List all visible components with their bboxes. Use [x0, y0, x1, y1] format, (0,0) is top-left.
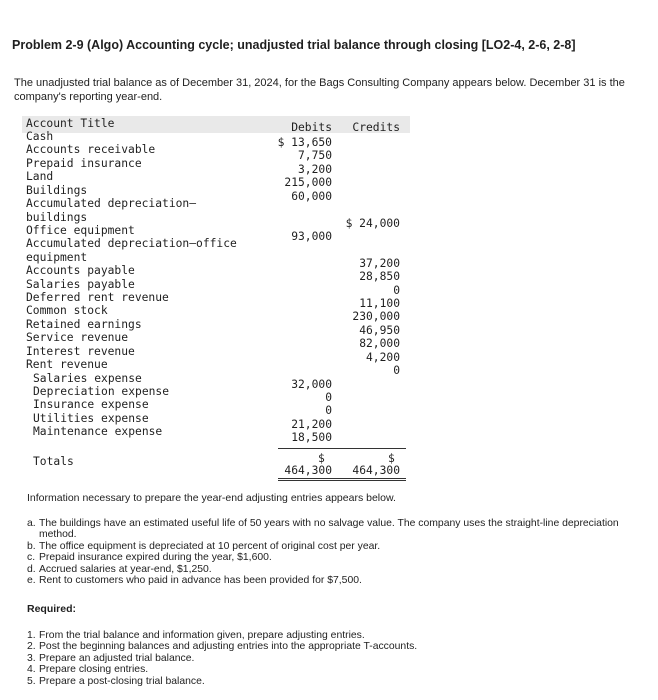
totals-credit-symbol: $: [388, 452, 395, 465]
information-item-label: e.: [27, 575, 36, 587]
required-item-text: Post the beginning balances and adjusting entries into the appropriate T-accounts.: [39, 641, 418, 653]
required-heading: Required:: [27, 603, 77, 615]
problem-title: Problem 2-9 (Algo) Accounting cycle; unadjusted trial balance through closing [LO2-4, 2-6, 2-8]: [12, 38, 576, 52]
information-item-label: d.: [27, 563, 36, 575]
required-item-label: 2.: [27, 641, 36, 653]
required-item-text: Prepare closing entries.: [39, 664, 149, 676]
required-item-label: 4.: [27, 664, 36, 676]
information-item-text: Rent to customers who paid in advance has been provided for $7,500.: [39, 575, 362, 587]
required-item-text: Prepare a post-closing trial balance.: [39, 675, 205, 687]
row-account: Accounts receivable: [26, 143, 156, 157]
row-account: Insurance expense: [33, 398, 149, 412]
totals-label: Totals: [33, 455, 74, 468]
row-credit: 11,100: [359, 297, 400, 311]
row-credit: 82,000: [359, 337, 400, 351]
row-credit: $ 24,000: [345, 216, 400, 230]
row-account: Utilities expense: [33, 411, 149, 425]
row-debit: $ 13,650: [277, 136, 332, 149]
information-item-text: The buildings have an estimated useful life of 50 years with no salvage value. The company uses the straight-line depreciation method.: [39, 518, 619, 541]
row-debit: 93,000: [291, 229, 332, 243]
information-item-label: b.: [27, 540, 36, 552]
row-credit: 28,850: [359, 270, 400, 284]
information-item: [27, 575, 627, 586]
row-debit: 18,500: [291, 431, 332, 445]
row-account: Service revenue: [26, 331, 129, 345]
required-item-label: 5.: [27, 675, 36, 687]
required-item: [27, 676, 627, 687]
row-account: Interest revenue: [26, 344, 135, 358]
row-account: Land: [26, 170, 54, 184]
required-list: [27, 630, 627, 687]
row-debit: 32,000: [291, 377, 332, 391]
row-account: Salaries expense: [33, 371, 142, 385]
totals-double-rule-1: [278, 478, 406, 479]
header-debits: Debits: [291, 121, 332, 134]
row-debit: 0: [325, 390, 332, 404]
row-account: Office equipment: [26, 223, 135, 237]
row-account: Retained earnings: [26, 317, 142, 331]
totals-double-rule-2: [278, 480, 406, 481]
required-item-label: 3.: [27, 652, 36, 664]
totals-debit-symbol: $: [318, 452, 325, 465]
row-account: Accumulated depreciation–office: [26, 237, 237, 251]
required-item: [27, 653, 627, 664]
row-account: Buildings: [26, 183, 88, 197]
required-item: [27, 630, 627, 641]
information-item: [27, 564, 627, 575]
row-account: equipment: [26, 250, 88, 264]
row-debit: 7,750: [297, 149, 332, 163]
row-account: Cash: [26, 130, 54, 143]
required-item-text: From the trial balance and information given, prepare adjusting entries.: [39, 630, 365, 641]
row-debit: 3,200: [297, 162, 332, 176]
row-account: buildings: [26, 210, 88, 224]
required-item-text: Prepare an adjusted trial balance.: [39, 652, 195, 664]
row-debit: 0: [325, 404, 332, 418]
row-credit: 230,000: [352, 310, 400, 324]
row-account: Deferred rent revenue: [26, 291, 169, 305]
information-item-text: The office equipment is depreciated at 10 percent of original cost per year.: [39, 540, 381, 552]
row-account: Depreciation expense: [33, 384, 170, 398]
header-credits: Credits: [352, 121, 400, 134]
information-heading: Information necessary to prepare the year-end adjusting entries appears below.: [27, 492, 396, 504]
required-item-label: 1.: [27, 630, 36, 641]
information-item-label: a.: [27, 518, 36, 529]
row-debit: 21,200: [291, 417, 332, 431]
information-item: [27, 541, 627, 552]
information-item-text: Accrued salaries at year-end, $1,250.: [39, 563, 212, 575]
information-item-text: Prepaid insurance expired during the year, $1,600.: [39, 552, 272, 564]
row-account: Salaries payable: [26, 277, 135, 291]
row-account: Common stock: [26, 304, 108, 318]
row-account: Maintenance expense: [33, 425, 163, 439]
row-account: Rent revenue: [26, 358, 108, 372]
row-credit: 0: [393, 364, 400, 378]
row-debit: 215,000: [284, 176, 332, 190]
row-credit: 37,200: [359, 256, 400, 270]
row-credit: 46,950: [359, 323, 400, 337]
required-item: [27, 641, 627, 652]
row-credit: 4,200: [365, 350, 400, 364]
row-account: Accumulated depreciation–: [26, 197, 197, 211]
row-credit: 0: [393, 283, 400, 297]
required-item: [27, 664, 627, 675]
totals-credit: 464,300: [352, 464, 400, 477]
information-item: [27, 518, 627, 541]
totals-debit: 464,300: [284, 464, 332, 477]
row-debit: 60,000: [291, 189, 332, 203]
row-account: Prepaid insurance: [26, 156, 142, 170]
totals-top-rule: [278, 448, 406, 449]
information-item-label: c.: [27, 552, 36, 564]
information-list: [27, 518, 627, 586]
information-item: [27, 552, 627, 563]
problem-intro: The unadjusted trial balance as of December 31, 2024, for the Bags Consulting Company appears below. December 31 is the company's reporting year-end.: [14, 77, 625, 103]
row-account: Accounts payable: [26, 264, 135, 278]
header-account-title: Account Title: [26, 117, 115, 130]
